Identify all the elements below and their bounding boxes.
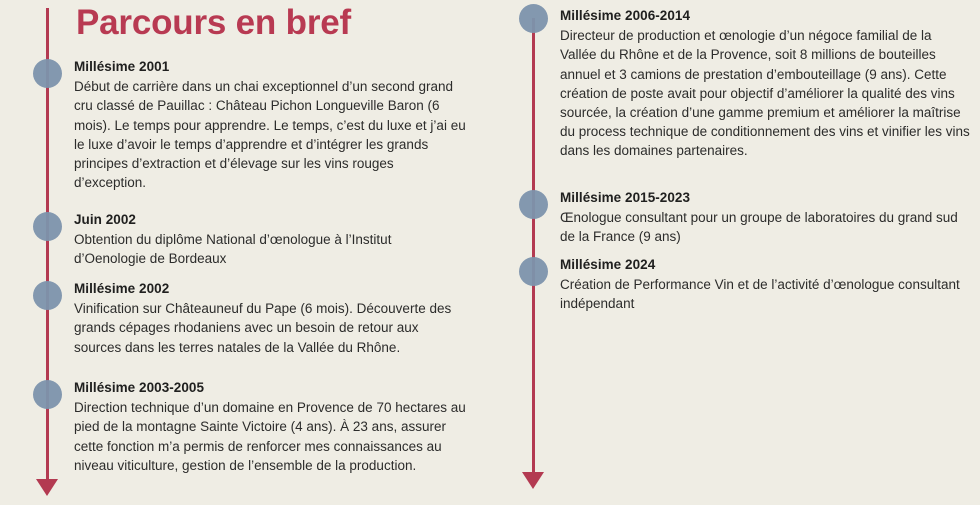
timeline-entry-text: Directeur de production et œnologie d’un négoce familial de la Vallée du Rhône et de la Provence, soit 8 millions de bouteilles annuel et 3 camions de prestation d’embouteillage (9 ans). Cette création de poste avait pour objectif d’améliorer la qualité des vins sourcée, la création d’une gamme premium et améliorer la maîtrise du process technique de conditionnement des vins et vinifier les vins dans les domaines partenaires. xyxy=(560,28,970,159)
timeline-rail-right xyxy=(532,18,535,474)
timeline-entry-text: Obtention du diplôme National d’œnologue à l’Institut d’Oenologie de Bordeaux xyxy=(74,232,392,267)
timeline-entry-body xyxy=(560,256,970,314)
timeline-entry-body xyxy=(560,189,970,247)
timeline-entry-heading: Millésime 2001 xyxy=(74,59,170,74)
timeline-dot-icon xyxy=(519,257,548,286)
timeline-entry-heading: Millésime 2024 xyxy=(560,257,656,272)
timeline-entry-body xyxy=(560,7,970,160)
timeline-dot-icon xyxy=(33,212,62,241)
timeline-entry-body xyxy=(74,379,466,475)
timeline-entry-body xyxy=(74,280,466,357)
timeline-entry-heading: Millésime 2002 xyxy=(74,281,170,296)
timeline-dot-icon xyxy=(519,4,548,33)
timeline-entry-heading: Millésime 2015-2023 xyxy=(560,190,691,205)
timeline-entry-text: Direction technique d’un domaine en Provence de 70 hectares au pied de la montagne Sainte Victoire (4 ans). À 23 ans, assurer cette fonction m’a permis de renforcer mes connaissances au niveau viticulture, gestion de l’ensemble de la production. xyxy=(74,400,466,473)
timeline-column-right xyxy=(486,0,980,505)
timeline-entry-text: Début de carrière dans un chai exceptionnel d’un second grand cru classé de Pauillac : Château Pichon Longueville Baron (6 mois). Le temps pour apprendre. Le temps, c’est du luxe et j’ai eu le luxe d’avoir le temps d’apprendre et d’intégrer les grands principes d’extraction et d’élevage sur les vins rouges d’exception. xyxy=(74,79,466,190)
page-title: Parcours en bref xyxy=(76,3,351,42)
timeline-entry-text: Œnologue consultant pour un groupe de laboratoires du grand sud de la France (9 ans) xyxy=(560,210,958,245)
timeline-entry-body xyxy=(74,211,466,269)
timeline-entry-heading: Juin 2002 xyxy=(74,212,136,227)
timeline-arrow-right-icon xyxy=(522,472,544,489)
timeline-entry-heading: Millésime 2006-2014 xyxy=(560,8,691,23)
timeline-dot-icon xyxy=(33,380,62,409)
timeline-entry-text: Vinification sur Châteauneuf du Pape (6 mois). Découverte des grands cépages rhodaniens avec un besoin de retour aux sources dans les terres natales de la Vallée du Rhône. xyxy=(74,301,452,355)
timeline-dot-icon xyxy=(519,190,548,219)
timeline-entry-body xyxy=(74,58,466,192)
timeline-arrow-left-icon xyxy=(36,479,58,496)
timeline-dot-icon xyxy=(33,281,62,310)
timeline-entry-heading: Millésime 2003-2005 xyxy=(74,380,205,395)
timeline-dot-icon xyxy=(33,59,62,88)
timeline-entry-text: Création de Performance Vin et de l’activité d’œnologue consultant indépendant xyxy=(560,277,960,312)
